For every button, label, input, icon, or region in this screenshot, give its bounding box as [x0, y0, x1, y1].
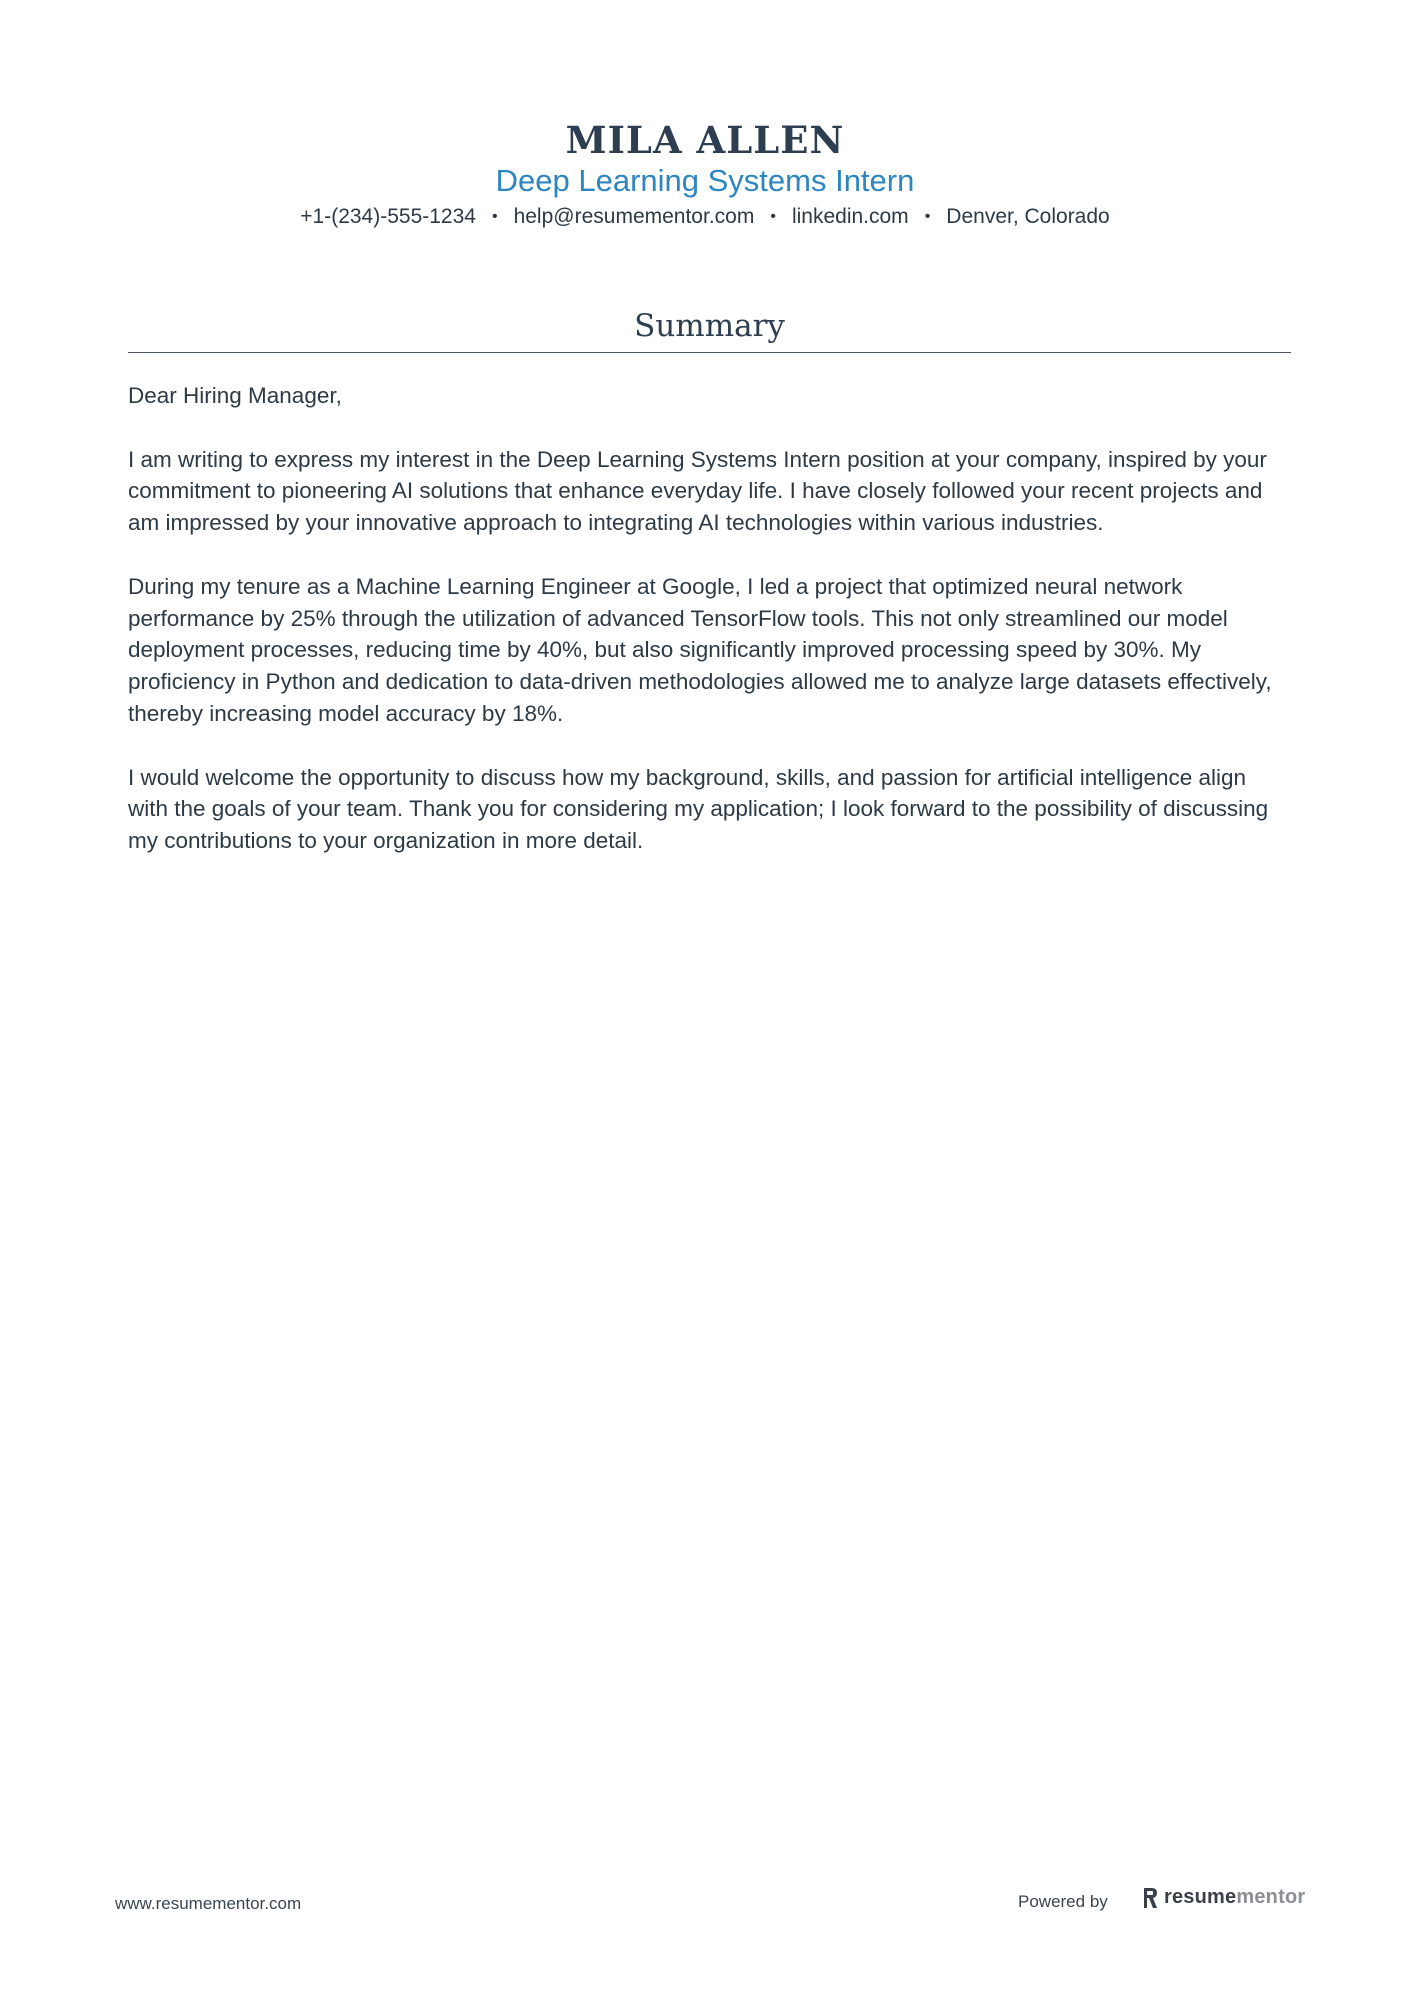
resumementor-logo-icon [1142, 1887, 1158, 1909]
footer-url[interactable]: www.resumementor.com [115, 1894, 302, 1913]
letter-body [128, 380, 1291, 889]
section-divider [128, 352, 1291, 353]
section-title: Summary [634, 308, 785, 344]
footer-powered-by: Powered by [1018, 1892, 1108, 1911]
letter-paragraph: I am writing to express my interest in the Deep Learning Systems Intern position at your company, inspired by your commitment to pioneering AI solutions that enhance everyday life. I have closely followed your recent projects and am impressed by your innovative approach to integrating AI technologies within various industries. [128, 446, 1267, 536]
logo-text-bold: resume [1164, 1886, 1237, 1908]
contact-email[interactable]: help@resumementor.com [513, 205, 755, 228]
job-title: Deep Learning Systems Intern [495, 163, 915, 198]
contact-separator: • [770, 208, 776, 225]
logo-text-light: mentor [1236, 1886, 1306, 1908]
contact-separator: • [491, 208, 498, 225]
candidate-name: MILA ALLEN [565, 118, 845, 162]
letter-greeting: Dear Hiring Manager, [128, 383, 342, 408]
contact-line [0, 202, 1410, 232]
letter-paragraph: During my tenure as a Machine Learning Engineer at Google, I led a project that optimized neural network performance by 25% through the utilization of advanced TensorFlow tools. This not only streamlined our model deployment processes, reducing time by 40%, but also significantly improved processing speed by 30%. My proficiency in Python and dedication to data-driven methodologies allowed me to analyze large datasets effectively, thereby increasing model accuracy by 18%. [128, 573, 1272, 726]
letter-paragraph: I would welcome the opportunity to discuss how my background, skills, and passion for artificial intelligence align with the goals of your team. Thank you for considering my application; I look forward to the possibility of discussing my contributions to your organization in more detail. [128, 764, 1269, 854]
contact-linkedin[interactable]: linkedin.com [791, 205, 909, 228]
contact-location: Denver, Colorado [946, 205, 1110, 228]
contact-phone: +1-(234)-555-1234 [300, 205, 476, 228]
contact-separator: • [924, 208, 931, 225]
header [0, 118, 1410, 232]
footer-logo[interactable] [1142, 1886, 1305, 1909]
